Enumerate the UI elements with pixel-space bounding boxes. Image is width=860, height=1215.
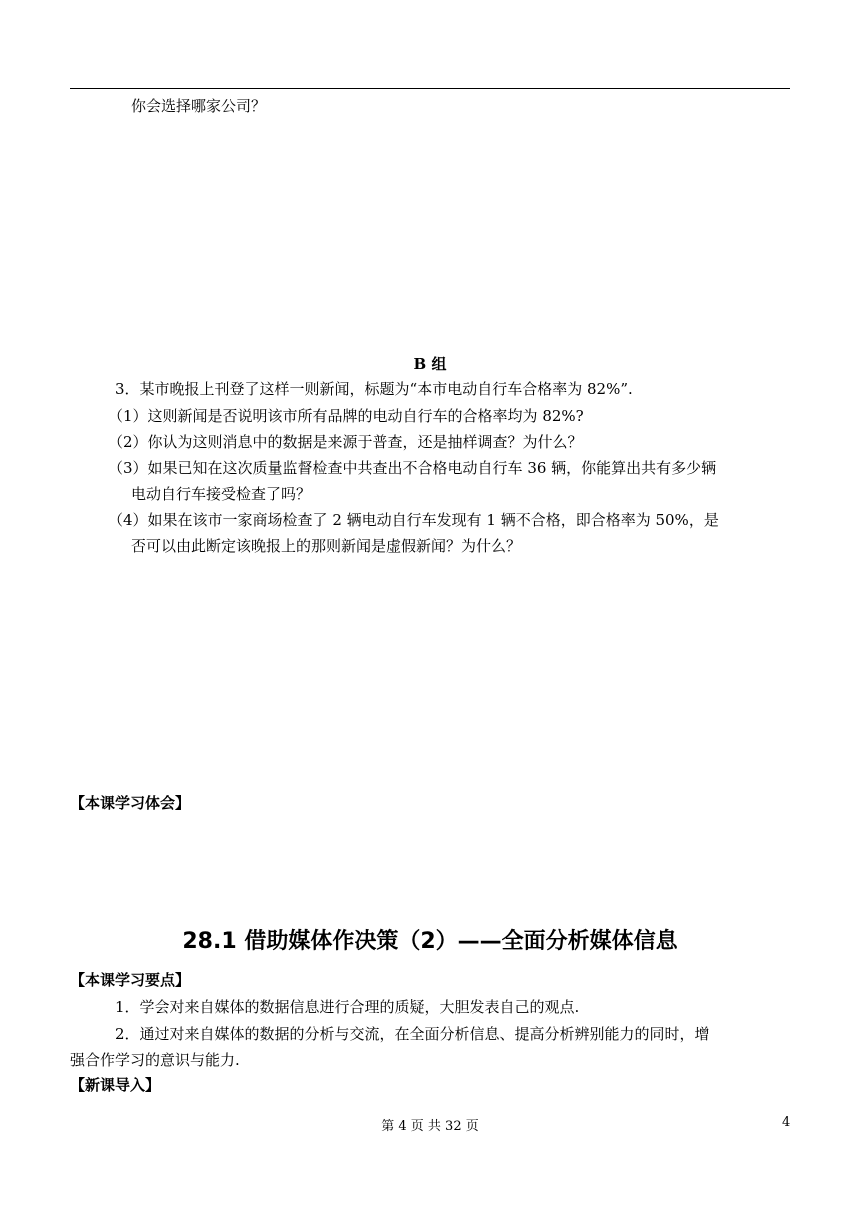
new-lesson-heading: 【新课导入】 xyxy=(70,1076,161,1094)
key-point-2-line2: 强合作学习的意识与能力. xyxy=(70,1051,240,1069)
page-footer: 第 4 页 共 32 页 xyxy=(381,1119,479,1134)
question3-part4-line2: 否可以由此断定该晚报上的那则新闻是虚假新闻？为什么？ xyxy=(131,537,522,555)
group-title: B 组 xyxy=(413,355,447,373)
question3-part1: （1）这则新闻是否说明该市所有品牌的电动自行车的合格率均为 82%? xyxy=(108,407,584,425)
reflection-heading: 【本课学习体会】 xyxy=(70,794,191,812)
top-question-text: 你会选择哪家公司？ xyxy=(131,97,267,115)
question3-part3-line2: 电动自行车接受检查了吗？ xyxy=(131,485,312,503)
page-number: 4 xyxy=(782,1115,791,1130)
question3-part4-line1: （4）如果在该市一家商场检查了 2 辆电动自行车发现有 1 辆不合格，即合格率为 50%，是 xyxy=(108,511,719,529)
question3-part2: （2）你认为这则消息中的数据是来源于普查，还是抽样调查？为什么？ xyxy=(108,433,583,451)
key-point-2-line1: 2．通过对来自媒体的数据的分析与交流，在全面分析信息、提高分析辨别能力的同时，增 xyxy=(115,1025,710,1043)
question3-part3-line1: （3）如果已知在这次质量监督检查中共查出不合格电动自行车 36 辆，你能算出共有多少辆 xyxy=(108,459,717,477)
key-point-1: 1．学会对来自媒体的数据信息进行合理的质疑，大胆发表自己的观点. xyxy=(115,998,580,1016)
header-rule xyxy=(70,88,790,89)
question3-stem: 3．某市晚报上刊登了这样一则新闻，标题为“本市电动自行车合格率为 82%”. xyxy=(115,380,633,398)
key-points-heading: 【本课学习要点】 xyxy=(70,971,191,989)
section-title: 28.1 借助媒体作决策（2）——全面分析媒体信息 xyxy=(182,929,678,954)
